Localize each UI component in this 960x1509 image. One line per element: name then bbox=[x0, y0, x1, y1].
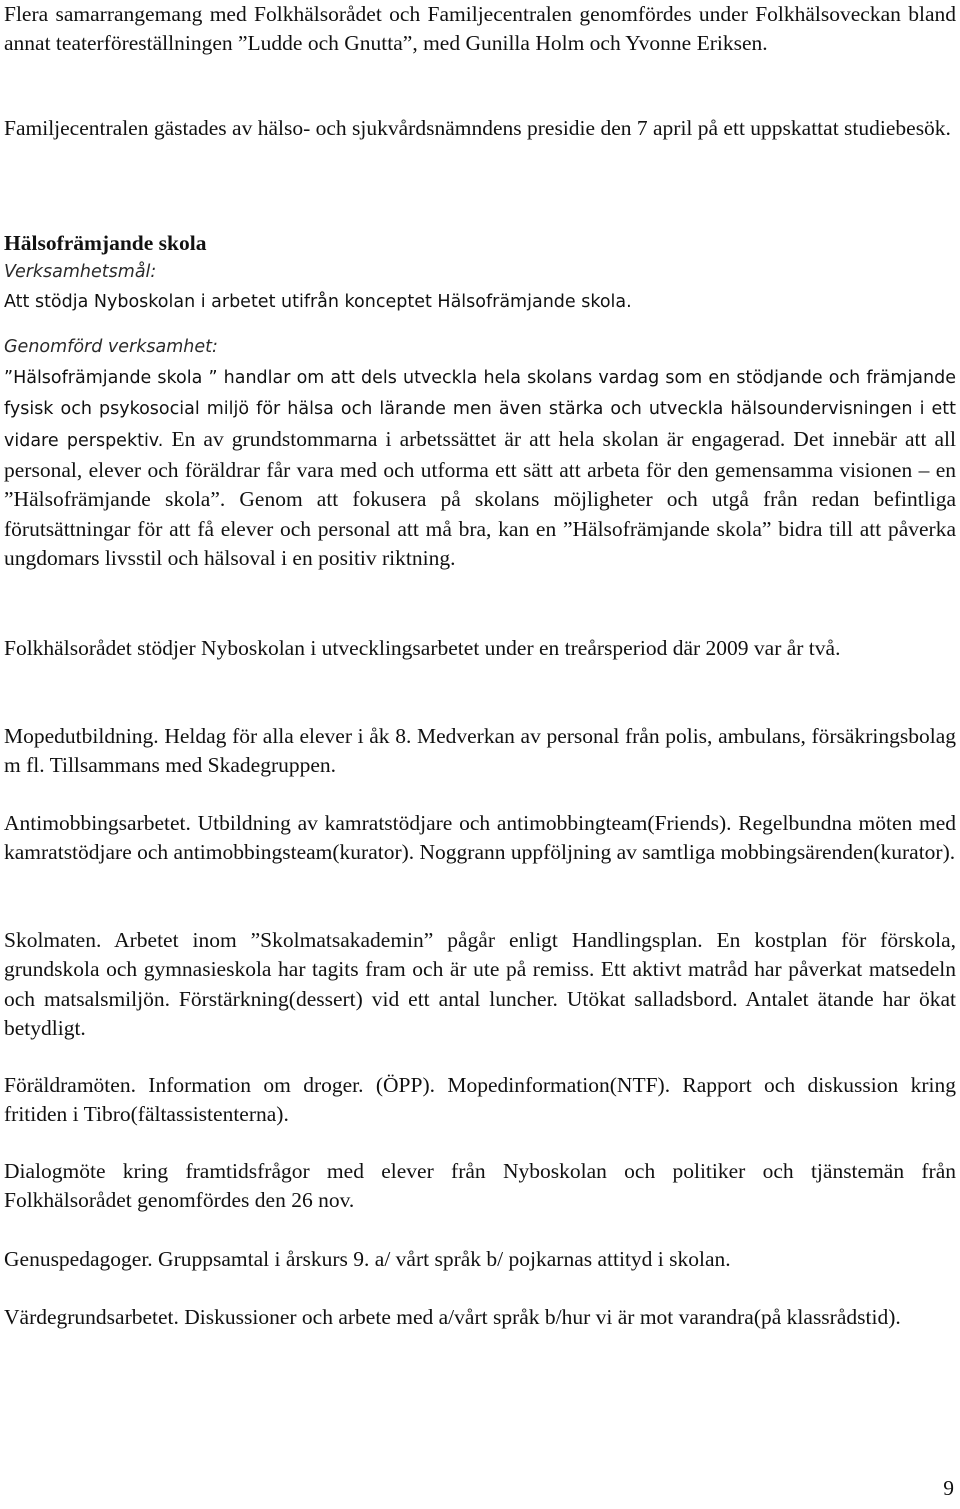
done-text-sans: ”Hälsofrämjande skola ” handlar om att dels utveckla hela skolans vardag som en stödjande och främjande fysisk och psykosocial miljö för hälsa och lärande men även stärka och utveckla hälsoundervisningen i ett vidare perspektiv. bbox=[4, 368, 956, 451]
paragraph-treaarsperiod: Folkhälsorådet stödjer Nyboskolan i utvecklingsarbetet under en treårsperiod där 2009 var år två. bbox=[4, 636, 841, 660]
paragraph-mopedutbildning: Mopedutbildning. Heldag för alla elever i åk 8. Medverkan av personal från polis, ambulans, försäkringsbolag m fl. Tillsammans med Skadegruppen. bbox=[4, 724, 956, 778]
paragraph-antimobbing: Antimobbingsarbetet. Utbildning av kamratstödjare och antimobbingteam(Friends). Regelbundna möten med kamratstödjare och antimobbingsteam(kurator). Noggrann uppföljning av samtliga mobbingsärenden(kurator). bbox=[4, 811, 956, 865]
paragraph-dialogmote: Dialogmöte kring framtidsfrågor med elever från Nyboskolan och politiker och tjänstemän från Folkhälsorådet genomfördes den 26 nov. bbox=[4, 1159, 956, 1213]
paragraph-vardegrund: Värdegrundsarbetet. Diskussioner och arbete med a/vårt språk b/hur vi är mot varandra(på klassrådstid). bbox=[4, 1305, 901, 1329]
section-halsoframjande-skola bbox=[4, 229, 956, 573]
done-label: Genomförd verksamhet: bbox=[4, 336, 218, 357]
paragraph-genuspedagoger: Genuspedagoger. Gruppsamtal i årskurs 9. a/ vårt språk b/ pojkarnas attityd i skolan. bbox=[4, 1247, 731, 1271]
paragraph-skolmaten: Skolmaten. Arbetet inom ”Skolmatsakademin” pågår enligt Handlingsplan. En kostplan för förskola, grundskola och gymnasieskola har tagits fram och är ute på remiss. Ett aktivt matråd har påverkat matsedeln och matsalsmiljön. Förstärkning(dessert) vid ett antal luncher. Utökat salladsbord. Antalet ätande har ökat betydligt. bbox=[4, 928, 956, 1040]
done-text bbox=[4, 362, 956, 573]
done-text-serif: En av grundstommarna i arbetssättet är att hela skolan är engagerad. Det innebär att all personal, elever och föräldrar får vara med och utforma ett sätt att arbeta för den gemensamma visionen – en ”Hälsofrämjande skola”. Genom att fokusera på skolans möjligheter och utgå från redan befintliga förutsättningar för att få elever och personal att må bra, kan en ”Hälsofrämjande skola” bidra till att påverka ungdomars livsstil och hälsoval i en positiv riktning. bbox=[4, 426, 956, 570]
paragraph-familjecentralen: Familjecentralen gästades av hälso- och sjukvårdsnämndens presidie den 7 april på ett uppskattat studiebesök. bbox=[4, 116, 951, 140]
goal-label: Verksamhetsmål: bbox=[4, 262, 157, 283]
section-heading: Hälsofrämjande skola bbox=[4, 231, 207, 255]
goal-text: Att stödja Nyboskolan i arbetet utifrån konceptet Hälsofrämjande skola. bbox=[4, 291, 632, 312]
paragraph-folkhalsoveckan: Flera samarrangemang med Folkhälsorådet och Familjecentralen genomfördes under Folkhälsoveckan bland annat teaterföreställningen ”Ludde och Gnutta”, med Gunilla Holm och Yvonne Eriksen. bbox=[4, 2, 956, 56]
paragraph-foraldramoten: Föräldramöten. Information om droger. (ÖPP). Mopedinformation(NTF). Rapport och diskussion kring fritiden i Tibro(fältassistenterna). bbox=[4, 1073, 956, 1127]
page-number: 9 bbox=[943, 1476, 954, 1500]
